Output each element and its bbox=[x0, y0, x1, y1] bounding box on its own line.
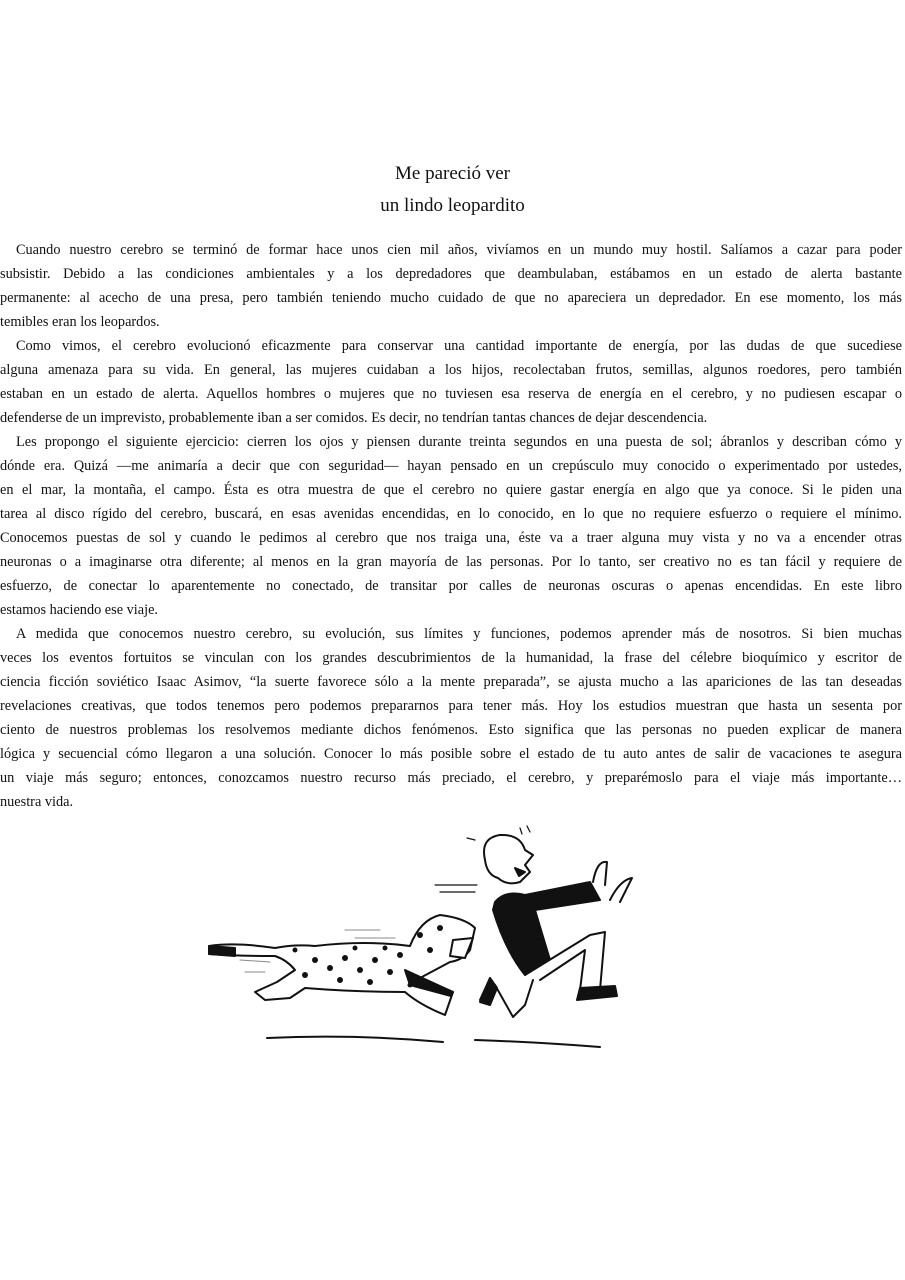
paragraph-4-line: revelaciones creativas, que todos tenemos pero podemos prepararnos para tener más. Hoy los estudios muestran que hasta un sesenta por bbox=[0, 698, 902, 714]
paragraph-4-line: lógica y secuencial cómo llegaron a una solución. Conocer lo más posible sobre el estado de tu auto antes de salir de vacaciones te asegura bbox=[0, 746, 902, 762]
paragraph-2-line: Como vimos, el cerebro evolucionó eficazmente para conservar una cantidad importante de energía, por las dudas de que sucediese bbox=[16, 338, 902, 354]
ground-line-icon bbox=[267, 1037, 443, 1042]
paragraph-2-line: alguna amenaza para su vida. En general, las mujeres cuidaban a los hijos, recolectaban frutos, semillas, algunos roedores, pero también bbox=[0, 362, 902, 378]
paragraph-2-line: estaban en un estado de alerta. Aquellos hombres o mujeres que no tuviesen esa reserva de energía en el cerebro, y no pudiesen escapar o bbox=[0, 386, 902, 402]
paragraph-3-line: tarea al disco rígido del cerebro, buscará, en esas avenidas encendidas, en lo conocido, en lo que no requiere esfuerzo o requiere el mínimo. bbox=[0, 506, 902, 522]
paragraph-4-line: nuestra vida. bbox=[0, 794, 74, 810]
paragraph-3-line: dónde era. Quizá —me animaría a decir que con seguridad— hayan pensado en un crepúsculo muy conocido o experimentado por ustedes, bbox=[0, 458, 902, 474]
chapter-body-text bbox=[0, 238, 902, 814]
paragraph-3-line: neuronas o a imaginarse otra diferente; al menos en la gran mayoría de las personas. Por lo tanto, ser creativo no es tan fácil y requiere de bbox=[0, 554, 902, 570]
paragraph-4-line: veces los eventos fortuitos se vinculan con los grandes descubrimientos de la humanidad, la frase del célebre bioquímico y escritor de bbox=[0, 650, 902, 666]
paragraph-4-line: A medida que conocemos nuestro cerebro, su evolución, sus límites y funciones, podemos aprender más de nosotros. Si bien muchas bbox=[16, 626, 902, 642]
paragraph-4-line: un viaje más seguro; entonces, conozcamos nuestro recurso más preciado, el cerebro, y preparémoslo para el viaje más importante… bbox=[0, 770, 902, 786]
paragraph-1-line: Cuando nuestro cerebro se terminó de formar hace unos cien mil años, vivíamos en un mundo muy hostil. Salíamos a cazar para poder bbox=[16, 242, 902, 258]
chapter-title-line-2: un lindo leopardito bbox=[380, 195, 525, 216]
paragraph-1-line: permanente: al acecho de una presa, pero también teniendo mucho cuidado de que no apareciera un depredador. En ese momento, los más bbox=[0, 290, 902, 306]
paragraph-3-line: Les propongo el siguiente ejercicio: cierren los ojos y piensen durante treinta segundos en una puesta de sol; ábranlos y describan cómo y bbox=[16, 434, 902, 450]
chapter-title-line-1: Me pareció ver bbox=[395, 163, 510, 184]
paragraph-3-line: en el mar, la montaña, el campo. Ésta es otra muestra de que el cerebro no quiere gastar energía en algo que ya conoce. Si le piden una bbox=[0, 482, 902, 498]
paragraph-2-line: defenderse de un imprevisto, probablemente iban a ser comidos. Es decir, no tendrían tantas chances de dejar descendencia. bbox=[0, 410, 708, 426]
paragraph-4-line: ciento de nuestros problemas los resolvemos mediante dichos fenómenos. Esto significa que las personas no pueden explicar de manera bbox=[0, 722, 902, 738]
paragraph-3-line: Conocemos puestas de sol y cuando le pedimos al cerebro que nos traiga una, éste va a traer alguna muy vista y no va a encender otras bbox=[0, 530, 902, 546]
paragraph-1-line: subsistir. Debido a las condiciones ambientales y a los depredadores que deambulaban, estábamos en un estado de alerta bastante bbox=[0, 266, 902, 282]
leopard-chasing-man-illustration bbox=[195, 810, 715, 1080]
paragraph-1-line: temibles eran los leopardos. bbox=[0, 314, 160, 330]
paragraph-3-line: estamos haciendo ese viaje. bbox=[0, 602, 158, 618]
paragraph-4-line: ciencia ficción soviético Isaac Asimov, “la suerte favorece sólo a la mente preparada”, se ajusta mucho a las apariciones de las tan deseadas bbox=[0, 674, 902, 690]
leopard-icon bbox=[209, 915, 475, 1015]
paragraph-3-line: esfuerzo, de conectar lo aparentemente no conectado, de transitar por calles de neuronas oscuras o apenas encendidas. En este libro bbox=[0, 578, 902, 594]
ground-line-icon bbox=[475, 1040, 600, 1047]
